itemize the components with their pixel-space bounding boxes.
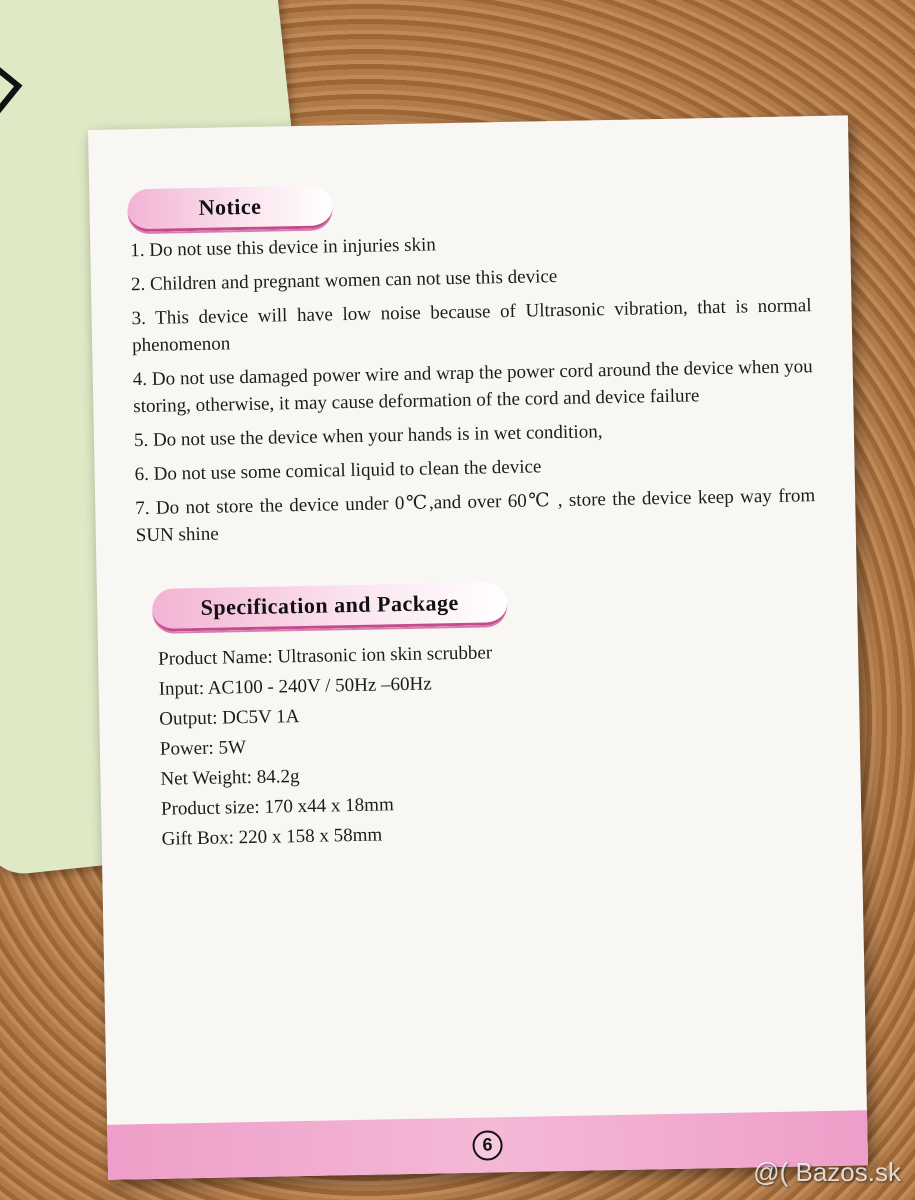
notice-item: 4. Do not use damaged power wire and wrap the power cord around the device when you storing, otherwise, it may cause deformation of the cord and device failure bbox=[132, 356, 813, 418]
page-number: 6 bbox=[472, 1130, 503, 1161]
spec-line: Power: 5W bbox=[159, 737, 247, 760]
specification-heading bbox=[152, 582, 508, 632]
notice-item: 7. Do not store the device under 0℃,and over 60℃ , store the device keep way from SUN shine bbox=[135, 485, 816, 547]
instruction-booklet-page bbox=[88, 115, 868, 1179]
specification-list bbox=[158, 633, 762, 854]
spec-line: Gift Box: 220 x 158 x 58mm bbox=[161, 824, 383, 850]
cloth-logo-icon bbox=[0, 34, 22, 149]
spec-line: Output: DC5V 1A bbox=[159, 706, 300, 730]
notice-item: 1. Do not use this device in injuries skin bbox=[130, 234, 437, 262]
notice-title: Notice bbox=[198, 193, 262, 220]
notice-item: 3. This device will have low noise because of Ultrasonic vibration, that is normal phenomenon bbox=[131, 295, 812, 357]
spec-line: Product Name: Ultrasonic ion skin scrubber bbox=[157, 642, 493, 670]
notice-item: 6. Do not use some comical liquid to clean the device bbox=[134, 456, 542, 486]
spec-line: Input: AC100 - 240V / 50Hz –60Hz bbox=[158, 673, 432, 700]
watermark: @( Bazos.sk bbox=[753, 1157, 901, 1187]
notice-heading bbox=[127, 185, 333, 232]
notice-item: 5. Do not use the device when your hands is in wet condition, bbox=[133, 421, 603, 452]
notice-list bbox=[130, 224, 816, 556]
spec-line: Product size: 170 x44 x 18mm bbox=[160, 794, 394, 820]
notice-item: 2. Children and pregnant women can not use this device bbox=[130, 266, 558, 296]
specification-title: Specification and Package bbox=[200, 589, 459, 620]
spec-line: Net Weight: 84.2g bbox=[160, 766, 300, 790]
